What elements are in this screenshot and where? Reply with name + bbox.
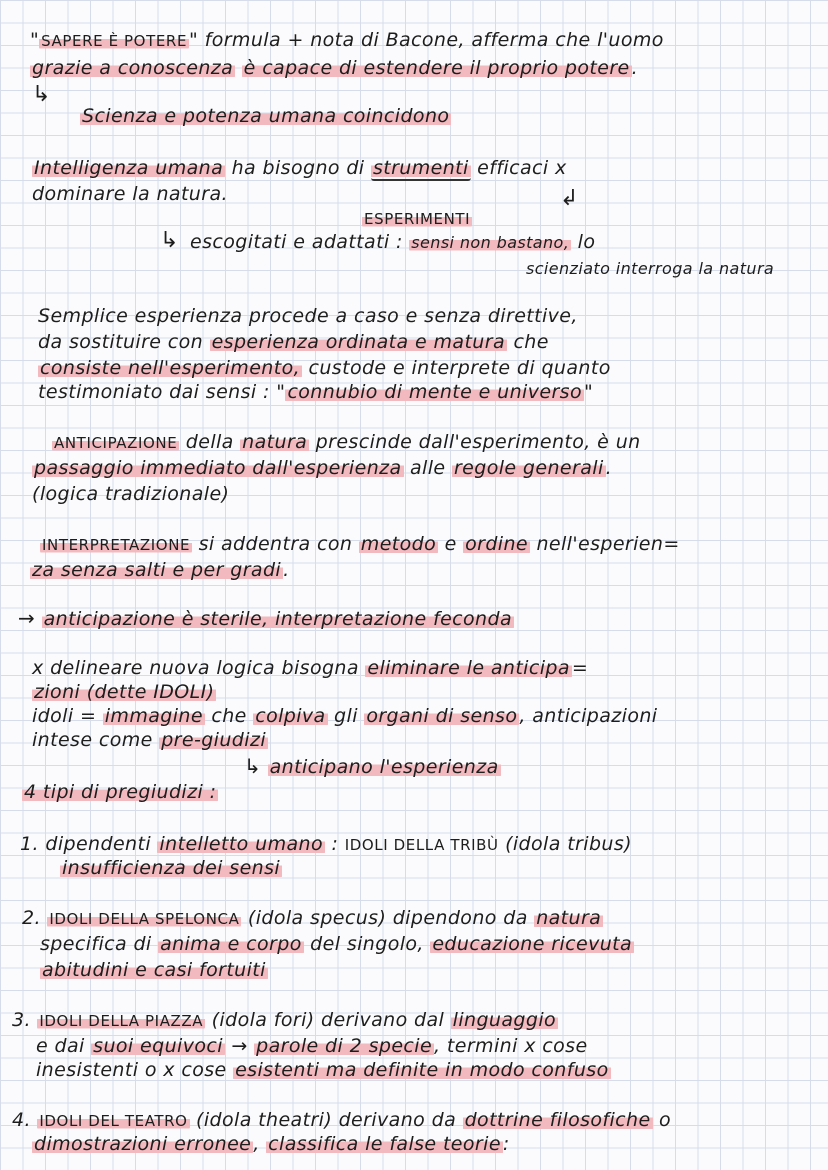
item-dimostrazioni: dimostrazioni erronee , classifica le false teorie : xyxy=(34,1133,510,1155)
line-interpretazione: INTERPRETAZIONE si addentra con metodo e ordine nell'esperien= xyxy=(42,533,680,555)
curved-arrow-icon: ↲ xyxy=(560,186,579,211)
item-insufficienza: insufficienza dei sensi xyxy=(62,857,281,879)
line-anticipazione: ANTICIPAZIONE della natura prescinde dall'esperimento, è un xyxy=(54,431,641,453)
line-consiste: consiste nell'esperimento, custode e interprete di quanto xyxy=(40,357,611,379)
item-idoli-spelonca: 2. IDOLI DELLA SPELONCA (idola specus) dipendono da natura xyxy=(22,907,602,929)
line-sterile: → anticipazione è sterile, interpretazione feconda xyxy=(18,606,512,630)
right-arrow-icon: → xyxy=(18,606,36,630)
item-inesistenti: inesistenti o x cose esistenti ma definite in modo confuso xyxy=(36,1059,609,1081)
line-anticipano: ↳ anticipano l'esperienza xyxy=(244,754,499,778)
hook-arrow-icon: ↳ xyxy=(160,228,179,253)
line-idoli-dette: zioni (dette IDOLI) xyxy=(34,681,215,703)
line-testimoniato: testimoniato dai sensi : " connubio di mente e universo " xyxy=(38,381,594,403)
line-pregiudizi: intese come pre-giudizi xyxy=(32,729,266,751)
item-abitudini: abitudini e casi fortuiti xyxy=(42,959,266,981)
line-escogitati: escogitati e adattati : sensi non bastano, lo xyxy=(190,231,596,253)
line-intelligenza: Intelligenza umana ha bisogno di strumenti efficaci x xyxy=(34,157,567,179)
line-idoli-immagine: idoli = immagine che colpiva gli organi di senso , anticipazioni xyxy=(32,705,658,727)
item-idoli-teatro: 4. IDOLI DEL TEATRO (idola theatri) derivano da dottrine filosofiche o xyxy=(12,1109,672,1131)
item-specifica: specifica di anima e corpo del singolo, educazione ricevuta xyxy=(40,933,633,955)
item-equivoci: e dai suoi equivoci → parole di 2 specie , termini x cose xyxy=(36,1035,588,1057)
line-4-tipi: 4 tipi di pregiudizi : xyxy=(24,781,217,803)
hook-arrow-icon: ↳ xyxy=(32,82,51,107)
line-sapere: " SAPERE È POTERE " formula + nota di Bacone, afferma che l'uomo xyxy=(30,29,664,51)
line-scienziato: scienziato interroga la natura xyxy=(526,259,775,278)
line-delineare: x delineare nuova logica bisogna eliminare le anticipa = xyxy=(32,657,589,679)
item-idoli-piazza: 3. IDOLI DELLA PIAZZA (idola fori) derivano dal linguaggio xyxy=(12,1009,557,1031)
line-passaggio: passaggio immediato dall'esperienza alle regole generali . xyxy=(34,457,613,479)
line-sostituire: da sostituire con esperienza ordinata e matura che xyxy=(38,331,549,353)
line-scienza: Scienza e potenza umana coincidono xyxy=(82,105,450,127)
line-semplice: Semplice esperienza procede a caso e senza direttive, xyxy=(38,305,578,327)
highlight-sapere-e-potere: SAPERE È POTERE xyxy=(41,32,188,50)
line-senza-salti: za senza salti e per gradi . xyxy=(32,559,290,581)
hook-arrow-icon: ↳ xyxy=(244,754,262,778)
line-dominare: dominare la natura. xyxy=(32,183,228,205)
line-esperimenti: ESPERIMENTI xyxy=(364,210,471,228)
item-idoli-tribu: 1. dipendenti intelletto umano : IDOLI DELLA TRIBÙ (idola tribus) xyxy=(20,833,632,855)
line-logica-tradizionale: (logica tradizionale) xyxy=(32,483,230,505)
line-grazie: grazie a conoscenza è capace di estendere il proprio potere . xyxy=(32,57,639,79)
